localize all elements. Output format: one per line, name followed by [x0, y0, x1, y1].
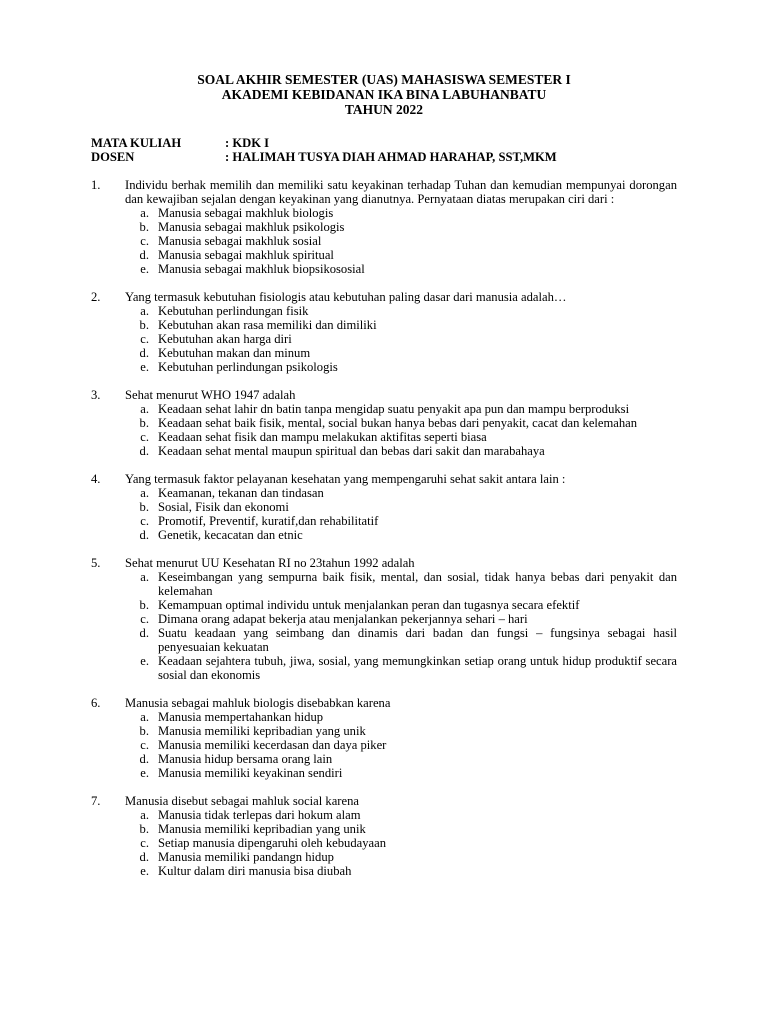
answer-option: [125, 332, 677, 346]
option-letter: b.: [139, 318, 149, 332]
option-text: Manusia memiliki kepribadian yang unik: [158, 724, 366, 738]
option-text: Kebutuhan akan rasa memiliki dan dimiliki: [158, 318, 377, 332]
question-text: Manusia sebagai mahluk biologis disebabkan karena: [125, 696, 391, 710]
option-letter: b.: [139, 500, 149, 514]
option-text: Manusia tidak terlepas dari hokum alam: [158, 808, 361, 822]
option-text: Setiap manusia dipengaruhi oleh kebudayaan: [158, 836, 387, 850]
option-letter: d.: [139, 626, 149, 640]
question-item: [91, 794, 677, 878]
question-item: [91, 556, 677, 682]
question-body: [125, 794, 677, 878]
option-text: Keadaan sehat lahir dn batin tanpa mengidap suatu penyakit apa pun dan mampu berproduksi: [158, 402, 630, 416]
answer-option: [125, 304, 677, 318]
question-number: 5.: [91, 556, 101, 570]
option-letter: b.: [139, 416, 149, 430]
option-letter: c.: [140, 234, 149, 248]
answer-option: [125, 738, 677, 752]
option-letter: e.: [140, 766, 149, 780]
option-list: [125, 486, 677, 542]
lecturer-label: DOSEN: [91, 150, 135, 164]
answer-option: [125, 752, 677, 766]
option-text: Kebutuhan akan harga diri: [158, 332, 292, 346]
lecturer-row: [91, 150, 557, 164]
answer-option: [125, 808, 677, 822]
question-item: [91, 388, 677, 458]
option-letter: c.: [140, 430, 149, 444]
header-title-line2: AKADEMI KEBIDANAN IKA BINA LABUHANBATU: [221, 87, 547, 102]
option-letter: b.: [139, 220, 149, 234]
option-list: [125, 710, 677, 780]
option-list: [125, 402, 677, 458]
question-item: [91, 290, 677, 374]
answer-option: [125, 598, 677, 612]
answer-option: [125, 500, 677, 514]
option-text: Keadaan sehat baik fisik, mental, social bukan hanya bebas dari penyakit, cacat dan kelemahan: [158, 416, 638, 430]
answer-option: [125, 514, 677, 528]
option-letter: c.: [140, 332, 149, 346]
option-letter: c.: [140, 612, 149, 626]
option-letter: a.: [140, 206, 149, 220]
question-item: [91, 472, 677, 542]
answer-option: [125, 262, 677, 276]
answer-option: [125, 528, 677, 542]
option-text: Kebutuhan makan dan minum: [158, 346, 311, 360]
answer-option: [125, 206, 677, 220]
option-letter: c.: [140, 738, 149, 752]
question-body: [125, 388, 677, 458]
answer-option: [125, 724, 677, 738]
answer-option: [125, 402, 677, 416]
question-text: Manusia disebut sebagai mahluk social karena: [125, 794, 359, 808]
option-letter: d.: [139, 752, 149, 766]
answer-option: [125, 822, 677, 836]
option-text: Manusia sebagai makhluk spiritual: [158, 248, 334, 262]
option-text: Manusia sebagai makhluk biologis: [158, 206, 334, 220]
answer-option: [125, 766, 677, 780]
option-text: Manusia memiliki kepribadian yang unik: [158, 822, 366, 836]
option-text: Keadaan sejahtera tubuh, jiwa, sosial, yang memungkinkan setiap orang untuk hidup produktif secara sosial dan ekonomis: [158, 654, 677, 682]
option-text: Manusia memiliki pandangn hidup: [158, 850, 334, 864]
question-text: Yang termasuk faktor pelayanan kesehatan yang mempengaruhi sehat sakit antara lain :: [125, 472, 566, 486]
answer-option: [125, 234, 677, 248]
option-text: Sosial, Fisik dan ekonomi: [158, 500, 289, 514]
option-text: Kebutuhan perlindungan psikologis: [158, 360, 338, 374]
answer-option: [125, 416, 677, 430]
answer-option: [125, 570, 677, 598]
option-text: Dimana orang adapat bekerja atau menjalankan pekerjannya sehari – hari: [158, 612, 528, 626]
option-text: Keseimbangan yang sempurna baik fisik, mental, dan sosial, tidak hanya bebas dari penyakit dan kelemahan: [158, 570, 677, 598]
option-text: Kebutuhan perlindungan fisik: [158, 304, 309, 318]
option-text: Manusia sebagai makhluk biopsikososial: [158, 262, 365, 276]
answer-option: [125, 612, 677, 626]
question-item: [91, 696, 677, 780]
option-list: [125, 206, 677, 276]
answer-option: [125, 444, 677, 458]
course-row: [91, 136, 557, 150]
question-body: [125, 290, 677, 374]
answer-option: [125, 360, 677, 374]
option-list: [125, 304, 677, 374]
question-body: [125, 556, 677, 682]
option-letter: d.: [139, 248, 149, 262]
option-list: [125, 570, 677, 682]
question-body: [125, 178, 677, 276]
option-text: Kemampuan optimal individu untuk menjalankan peran dan tugasnya secara efektif: [158, 598, 580, 612]
question-number: 7.: [91, 794, 101, 808]
question-number: 4.: [91, 472, 101, 486]
question-number: 1.: [91, 178, 101, 192]
question-number: 6.: [91, 696, 101, 710]
option-letter: c.: [140, 514, 149, 528]
option-text: Suatu keadaan yang seimbang dan dinamis dari badan dan fungsi – fungsinya sebagai hasil penyesuaian kekuatan: [158, 626, 677, 654]
option-text: Manusia sebagai makhluk psikologis: [158, 220, 345, 234]
question-text: Sehat menurut UU Kesehatan RI no 23tahun 1992 adalah: [125, 556, 415, 570]
option-letter: a.: [140, 808, 149, 822]
option-text: Manusia mempertahankan hidup: [158, 710, 324, 724]
option-letter: a.: [140, 304, 149, 318]
header-title-line1: SOAL AKHIR SEMESTER (UAS) MAHASISWA SEMESTER I: [197, 72, 571, 87]
answer-option: [125, 248, 677, 262]
course-label: MATA KULIAH: [91, 136, 182, 150]
option-letter: d.: [139, 444, 149, 458]
question-number: 2.: [91, 290, 101, 304]
question-text: Individu berhak memilih dan memiliki satu keyakinan terhadap Tuhan dan kemudian mempunyai dorongan dan kewajiban sejalan dengan keyakinan yang dianutnya. Pernyataan diatas merupakan ciri dari :: [125, 178, 677, 206]
option-text: Manusia memiliki keyakinan sendiri: [158, 766, 343, 780]
option-text: Keamanan, tekanan dan tindasan: [158, 486, 324, 500]
answer-option: [125, 654, 677, 682]
answer-option: [125, 850, 677, 864]
option-letter: d.: [139, 528, 149, 542]
answer-option: [125, 626, 677, 654]
option-letter: a.: [140, 570, 149, 584]
document-header: [0, 72, 768, 117]
option-text: Genetik, kecacatan dan etnic: [158, 528, 303, 542]
option-list: [125, 808, 677, 878]
option-letter: e.: [140, 654, 149, 668]
question-number: 3.: [91, 388, 101, 402]
option-letter: e.: [140, 360, 149, 374]
question-item: [91, 178, 677, 276]
option-letter: e.: [140, 864, 149, 878]
option-letter: c.: [140, 836, 149, 850]
option-text: Manusia memiliki kecerdasan dan daya piker: [158, 738, 387, 752]
question-body: [125, 696, 677, 780]
option-letter: a.: [140, 402, 149, 416]
option-text: Kultur dalam diri manusia bisa diubah: [158, 864, 352, 878]
option-text: Keadaan sehat mental maupun spiritual dan bebas dari sakit dan marabahaya: [158, 444, 545, 458]
question-text: Sehat menurut WHO 1947 adalah: [125, 388, 296, 402]
header-title-line3: TAHUN 2022: [344, 102, 424, 117]
option-letter: b.: [139, 598, 149, 612]
question-body: [125, 472, 677, 542]
option-text: Manusia hidup bersama orang lain: [158, 752, 333, 766]
answer-option: [125, 220, 677, 234]
answer-option: [125, 486, 677, 500]
option-letter: b.: [139, 822, 149, 836]
course-value: : KDK I: [225, 136, 270, 150]
option-text: Promotif, Preventif, kuratif,dan rehabilitatif: [158, 514, 379, 528]
answer-option: [125, 430, 677, 444]
question-list: [91, 178, 677, 892]
option-letter: e.: [140, 262, 149, 276]
answer-option: [125, 318, 677, 332]
option-letter: a.: [140, 486, 149, 500]
exam-meta: [91, 136, 557, 164]
option-letter: b.: [139, 724, 149, 738]
option-text: Manusia sebagai makhluk sosial: [158, 234, 322, 248]
option-letter: a.: [140, 710, 149, 724]
option-letter: d.: [139, 346, 149, 360]
question-text: Yang termasuk kebutuhan fisiologis atau kebutuhan paling dasar dari manusia adalah…: [125, 290, 567, 304]
answer-option: [125, 836, 677, 850]
answer-option: [125, 710, 677, 724]
answer-option: [125, 864, 677, 878]
option-letter: d.: [139, 850, 149, 864]
answer-option: [125, 346, 677, 360]
lecturer-value: : HALIMAH TUSYA DIAH AHMAD HARAHAP, SST,MKM: [225, 150, 557, 164]
option-text: Keadaan sehat fisik dan mampu melakukan aktifitas seperti biasa: [158, 430, 487, 444]
